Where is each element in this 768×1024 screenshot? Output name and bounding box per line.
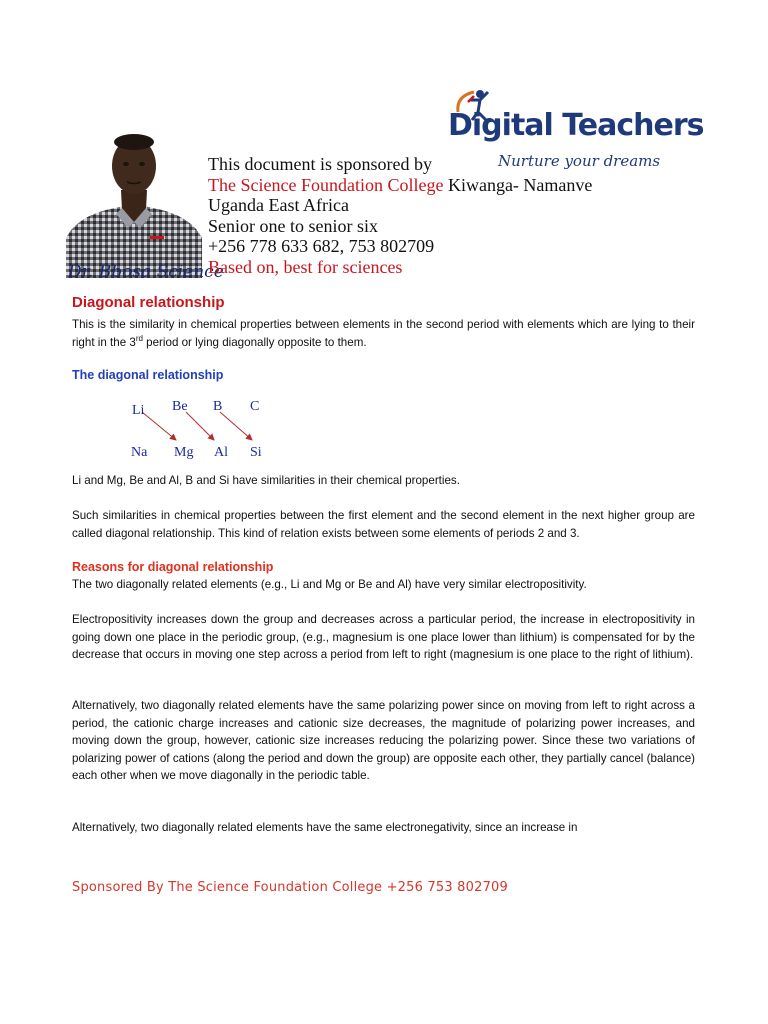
sponsor-motto: Based on, best for sciences [208, 256, 403, 277]
sponsor-phone: +256 778 633 682, 753 802709 [208, 236, 435, 256]
intro-superscript: rd [135, 333, 143, 343]
logo-title: Digital Teachers [448, 108, 704, 143]
element-b: B [213, 399, 223, 414]
similarity-paragraph: Li and Mg, Be and Al, B and Si have similarities in their chemical properties. [72, 474, 460, 487]
section-title: Diagonal relationship [72, 294, 225, 311]
college-location: Kiwanga- Namanve [443, 174, 593, 195]
reasons-heading: Reasons for diagonal relationship [72, 560, 274, 574]
arrow-li-mg [142, 412, 176, 440]
college-name: The Science Foundation College [208, 174, 444, 195]
logo-tagline: Nurture your dreams [498, 152, 661, 170]
author-photo [66, 128, 202, 278]
photo-caption: Dr. Bbosa Science [68, 262, 224, 282]
intro-text: This is the similarity in chemical properties between elements in the second period with elements which are lying to their right in the 3 [72, 318, 695, 349]
intro-paragraph [72, 316, 695, 351]
diagonal-diagram [120, 396, 280, 466]
element-na: Na [131, 445, 148, 460]
polarizing-paragraph: Alternatively, two diagonally related elements have the same polarizing power since on moving from left to right across a period, the cationic charge increases and cationic size decreases, the magnitude of polarizing power increases, and moving down the group, however, cationic size increases reducing the polarizing power. Since these two variations of polarizing power of cations (along the period and down the group) are opposite each other, they partially cancel (balance) each other when we move diagonally in the periodic table. [72, 699, 695, 783]
sponsor-footer: Sponsored By The Science Foundation College +256 753 802709 [72, 880, 508, 895]
sponsor-text [208, 154, 592, 277]
arrow-be-al [186, 412, 214, 440]
electropositivity-paragraph: Electropositivity increases down the group and decreases across a particular period, the increase in electropositivity in going down one place in the periodic group, (e.g., magnesium is one place lower than lithium) is compensated for by the decrease that occurs in moving one step across a period from left to right (magnesium is one place to the right of lithium). [72, 613, 695, 662]
intro-text-end: period or lying diagonally opposite to them. [142, 335, 367, 349]
element-mg: Mg [174, 445, 194, 460]
sponsor-college-line [208, 175, 592, 196]
definition-paragraph: Such similarities in chemical properties between the first element and the second element in the next higher group are called diagonal relationship. This kind of relation exists between some elements of periods 2 and 3. [72, 509, 695, 540]
sponsor-country: Uganda East Africa [208, 195, 349, 215]
diagram-heading: The diagonal relationship [72, 368, 224, 382]
sponsor-header [66, 88, 704, 288]
element-li: Li [132, 403, 145, 418]
element-c: C [250, 399, 260, 414]
sponsor-line: This document is sponsored by [208, 154, 432, 174]
sponsor-levels: Senior one to senior six [208, 215, 378, 236]
element-si: Si [250, 445, 262, 460]
element-be: Be [172, 399, 188, 414]
arrow-b-si [220, 412, 252, 440]
electronegativity-paragraph: Alternatively, two diagonally related elements have the same electronegativity, since an increase in [72, 821, 578, 834]
reason-paragraph: The two diagonally related elements (e.g., Li and Mg or Be and Al) have very similar electropositivity. [72, 578, 587, 591]
element-al: Al [214, 445, 228, 460]
